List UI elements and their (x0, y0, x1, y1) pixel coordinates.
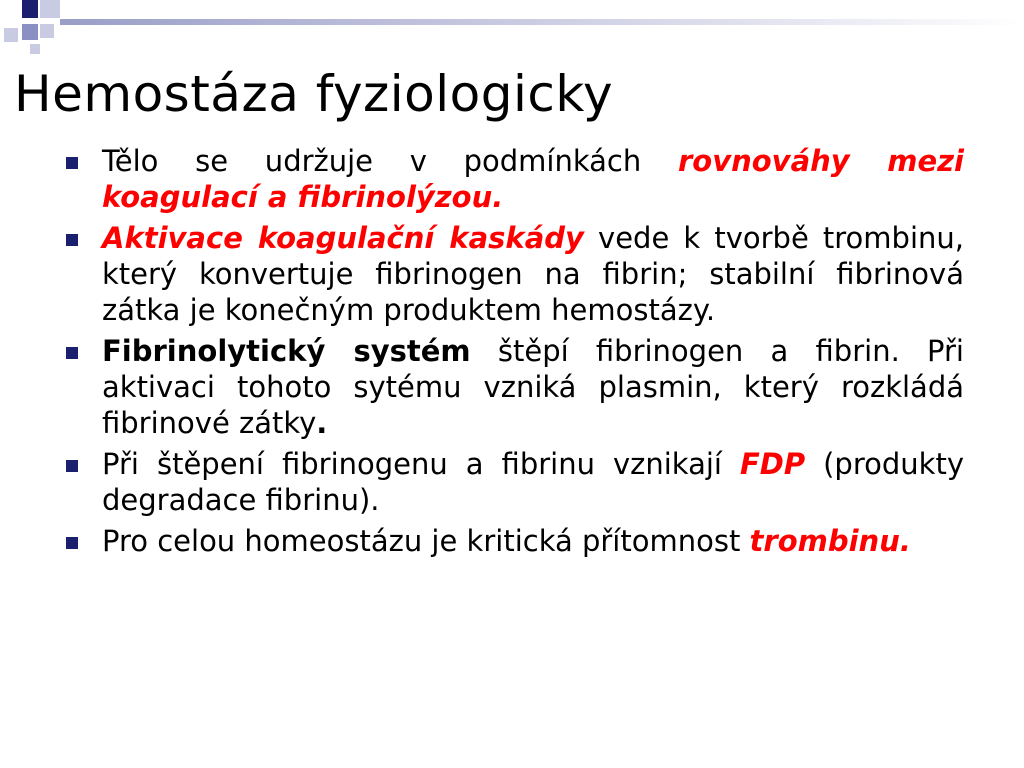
square-bullet-icon (66, 460, 78, 472)
corner-square-light (40, 0, 60, 18)
item-text: Při štěpení fibrinogenu a fibrinu vznikají (102, 447, 740, 481)
square-bullet-icon (66, 234, 78, 246)
list-item (66, 446, 964, 518)
list-item (66, 220, 964, 328)
corner-square-light (4, 28, 18, 42)
square-bullet-icon (66, 537, 78, 549)
bullet-list (66, 143, 964, 564)
square-bullet-icon (66, 347, 78, 359)
item-text: (produkty degradace fibrinu). (102, 447, 964, 517)
corner-square-dark (22, 0, 38, 18)
list-item (66, 333, 964, 441)
list-item (66, 523, 964, 559)
item-highlight: FDP (739, 447, 806, 481)
item-text: Pro celou homeostázu je kritická přítomnost (102, 524, 750, 558)
corner-square-light (30, 44, 40, 54)
item-text: Tělo se udržuje v podmínkách (102, 144, 678, 178)
corner-square-light (40, 24, 54, 38)
item-text: vede k tvorbě trombinu, který konvertuje fibrinogen na fibrin; stabilní fibrinová zátka je konečným produktem hemostázy. (102, 221, 964, 327)
item-bold: Fibrinolytický systém (102, 334, 471, 368)
item-highlight: trombinu. (749, 524, 911, 558)
slide-title: Hemostáza fyziologicky (14, 65, 614, 123)
corner-square-mid (22, 24, 38, 40)
header-rule (60, 19, 1024, 25)
list-item (66, 143, 964, 215)
item-highlight: Aktivace koagulační kaskády (102, 221, 584, 255)
item-bold-period: . (316, 406, 328, 440)
item-text: štěpí fibrinogen a fibrin. Při aktivaci tohoto sytému vzniká plasmin, který rozkládá fibrinové zátky (102, 334, 964, 440)
square-bullet-icon (66, 157, 78, 169)
item-highlight: rovnováhy mezi koagulací a fibrinolýzou. (102, 144, 964, 214)
